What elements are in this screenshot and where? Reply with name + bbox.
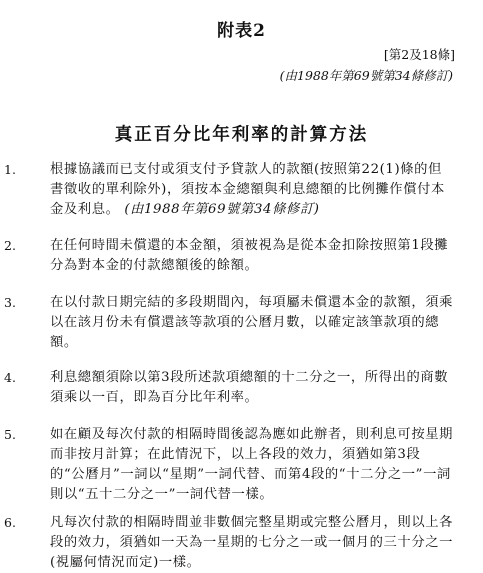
paragraph-body: 根據協議而已支付或須支付予貸款人的款額(按照第22(1)條的但書徵收的單利除外)，須按本金總額與利息總額的比例攤作償付本金及利息。 [50, 162, 445, 217]
paragraph-text: 在以付款日期完結的多段期間內，每項屬未償還本金的款額，須乘以在該月份未有償還該等款項的公曆月數，以確定該筆款項的總額。 [50, 295, 454, 350]
paragraph-number: 3. [4, 295, 16, 310]
paragraph-number: 5. [4, 427, 16, 442]
paragraph-number: 1. [4, 162, 16, 177]
paragraph-number: 2. [4, 238, 16, 253]
paragraph-text: 凡每次付款的相隔時間並非數個完整星期或完整公曆月，則以上各段的效力，須猶如一天為一星期的七分之一或一個月的三十分之一(視屬何情況而定)一樣。 [50, 515, 454, 570]
document-heading: 真正百分比年利率的計算方法 [114, 125, 369, 145]
paragraph-text: 在任何時間未償還的本金額，須被視為是從本金扣除按照第1段攤分為對本金的付款總額後的餘額。 [50, 238, 449, 273]
paragraph-number: 6. [4, 515, 16, 530]
section-reference: [第2及18條] [383, 47, 455, 62]
paragraph-text: 如在顧及每次付款的相隔時間後認為應如此辦者，則利息可按星期而非按月計算；在此情況下，以上各段的效力，須猶如第3段的“公曆月”一詞以“星期”一詞代替、而第4段的“十二分之一”一詞則以“五十二分之一”一詞代替一樣。 [50, 427, 454, 502]
paragraph-amendment-note: (由1988年第69號第34條修訂) [124, 202, 320, 217]
amendment-note: (由1988年第69號第34條修訂) [279, 68, 453, 83]
paragraph-number: 4. [4, 370, 16, 385]
schedule-title: 附表2 [217, 21, 266, 41]
paragraph-text [50, 160, 455, 220]
paragraph-text: 利息總額須除以第3段所述款項總額的十二分之一，所得出的商數須乘以一百，即為百分比年利率。 [50, 370, 449, 405]
